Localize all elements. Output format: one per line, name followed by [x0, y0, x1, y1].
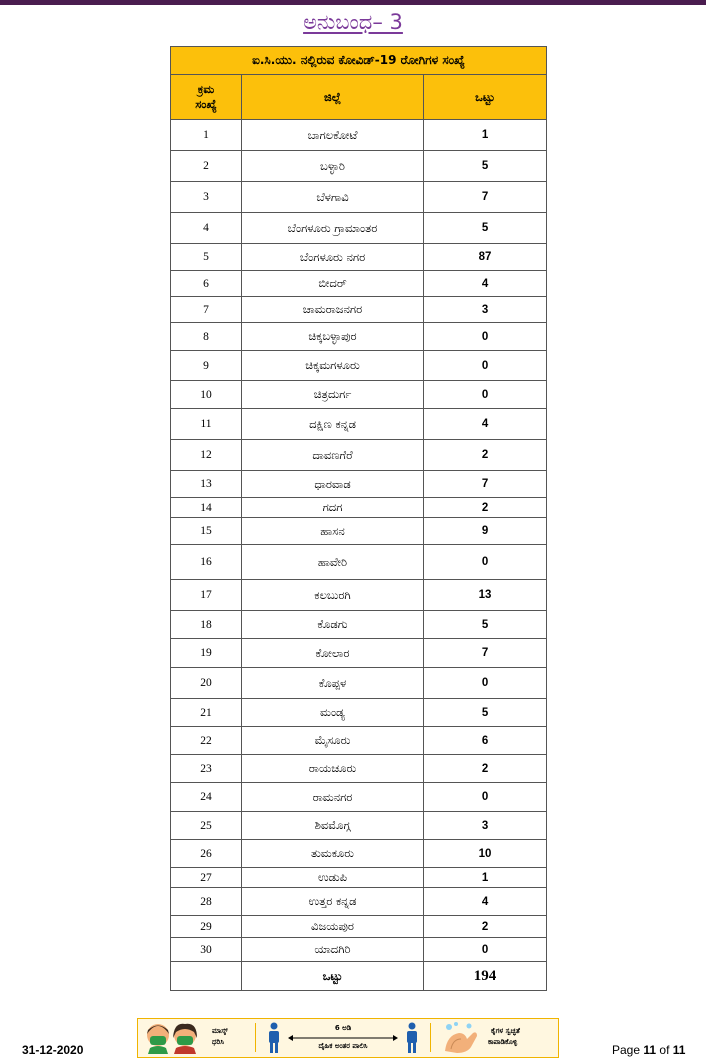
- count-cell: 0: [424, 545, 547, 580]
- count-cell: 2: [424, 498, 547, 518]
- total-blank: [171, 962, 242, 991]
- table-row: [171, 323, 547, 351]
- serial-cell: 8: [171, 323, 242, 351]
- count-cell: 7: [424, 639, 547, 668]
- mask-text-2: ಧರಿಸಿ: [212, 1038, 224, 1046]
- district-cell: ಹಾವೇರಿ: [242, 545, 424, 580]
- table-row: [171, 409, 547, 440]
- serial-cell: 18: [171, 611, 242, 639]
- count-cell: 9: [424, 518, 547, 545]
- table-row: [171, 668, 547, 699]
- district-cell: ಚಿಕ್ಕಬಳ್ಳಾಪುರ: [242, 323, 424, 351]
- serial-cell: 14: [171, 498, 242, 518]
- icu-covid-table: [170, 46, 547, 991]
- count-cell: 5: [424, 151, 547, 182]
- district-cell: ಕೋಲಾರ: [242, 639, 424, 668]
- district-cell: ಚಿತ್ರದುರ್ಗ: [242, 381, 424, 409]
- count-cell: 2: [424, 755, 547, 783]
- distance-arrow-icon: [288, 1035, 398, 1041]
- total-label: ಒಟ್ಟು: [242, 962, 424, 991]
- count-cell: 0: [424, 783, 547, 812]
- district-cell: ಬೀದರ್: [242, 271, 424, 297]
- count-cell: 0: [424, 351, 547, 381]
- count-cell: 4: [424, 271, 547, 297]
- hygiene-section: [433, 1019, 556, 1056]
- district-cell: ಚಿಕ್ಕಮಗಳೂರು: [242, 351, 424, 381]
- serial-cell: 21: [171, 699, 242, 727]
- table-row: [171, 868, 547, 888]
- serial-cell: 2: [171, 151, 242, 182]
- table-row: [171, 545, 547, 580]
- serial-cell: 25: [171, 812, 242, 840]
- serial-cell: 13: [171, 471, 242, 498]
- district-cell: ಗದಗ: [242, 498, 424, 518]
- serial-cell: 27: [171, 868, 242, 888]
- count-cell: 0: [424, 323, 547, 351]
- count-cell: 5: [424, 699, 547, 727]
- serial-cell: 12: [171, 440, 242, 471]
- header-serial-line2: ಸಂಖ್ಯೆ: [195, 97, 217, 111]
- district-cell: ಬಳ್ಳಾರಿ: [242, 151, 424, 182]
- table-row: [171, 727, 547, 755]
- hygiene-text-1: ಕೈಗಳ ಸ್ವಚ್ಛತೆ: [491, 1027, 520, 1035]
- serial-cell: 4: [171, 213, 242, 244]
- table-row: [171, 611, 547, 639]
- table-row: [171, 120, 547, 151]
- header-district: ಜಿಲ್ಲೆ: [242, 75, 424, 120]
- hygiene-text-2: ಕಾಪಾಡಿಕೊಳ್ಳಿ: [488, 1038, 518, 1046]
- district-cell: ಬಾಗಲಕೋಟೆ: [242, 120, 424, 151]
- count-cell: 1: [424, 120, 547, 151]
- distance-section: [258, 1019, 428, 1056]
- count-cell: 13: [424, 580, 547, 611]
- serial-cell: 30: [171, 938, 242, 962]
- serial-cell: 6: [171, 271, 242, 297]
- count-cell: 4: [424, 888, 547, 916]
- district-cell: ದಾವಣಗೆರೆ: [242, 440, 424, 471]
- table-body: [171, 120, 547, 962]
- district-cell: ಮೈಸೂರು: [242, 727, 424, 755]
- header-count: ಒಟ್ಟು: [424, 75, 547, 120]
- masked-faces-icon: [144, 1022, 202, 1054]
- serial-cell: 22: [171, 727, 242, 755]
- serial-cell: 29: [171, 916, 242, 938]
- serial-cell: 15: [171, 518, 242, 545]
- total-row: [171, 962, 547, 991]
- banner-divider: [255, 1023, 256, 1052]
- total-value: 194: [424, 962, 547, 991]
- count-cell: 7: [424, 471, 547, 498]
- serial-cell: 16: [171, 545, 242, 580]
- table-row: [171, 498, 547, 518]
- header-serial-line1: ಕ್ರಮ: [197, 82, 215, 96]
- table-row: [171, 916, 547, 938]
- serial-cell: 10: [171, 381, 242, 409]
- serial-cell: 1: [171, 120, 242, 151]
- serial-cell: 9: [171, 351, 242, 381]
- table-row: [171, 639, 547, 668]
- table-row: [171, 182, 547, 213]
- district-cell: ತುಮಕೂರು: [242, 840, 424, 868]
- table-row: [171, 271, 547, 297]
- district-cell: ಬೆಂಗಳೂರು ನಗರ: [242, 244, 424, 271]
- district-cell: ಉಡುಪಿ: [242, 868, 424, 888]
- table-row: [171, 440, 547, 471]
- serial-cell: 24: [171, 783, 242, 812]
- count-cell: 5: [424, 611, 547, 639]
- table-row: [171, 381, 547, 409]
- table-row: [171, 755, 547, 783]
- serial-cell: 11: [171, 409, 242, 440]
- count-cell: 10: [424, 840, 547, 868]
- table-row: [171, 471, 547, 498]
- banner-divider: [430, 1023, 431, 1052]
- table-caption: ಐ.ಸಿ.ಯು. ನಲ್ಲಿರುವ ಕೋವಿಡ್-19 ರೋಗಿಗಳ ಸಂಖ್ಯೆ: [171, 47, 547, 75]
- footer-page-number: [612, 1043, 685, 1057]
- district-cell: ರಾಯಚೂರು: [242, 755, 424, 783]
- count-cell: 3: [424, 812, 547, 840]
- serial-cell: 19: [171, 639, 242, 668]
- mask-text-1: ಮಾಸ್ಕ್: [212, 1027, 228, 1035]
- district-cell: ಹಾಸನ: [242, 518, 424, 545]
- district-cell: ಬೆಳಗಾವಿ: [242, 182, 424, 213]
- serial-cell: 28: [171, 888, 242, 916]
- table-row: [171, 518, 547, 545]
- person-right-icon: [404, 1022, 420, 1054]
- table-row: [171, 938, 547, 962]
- table-row: [171, 351, 547, 381]
- table-row: [171, 297, 547, 323]
- table-row: [171, 244, 547, 271]
- serial-cell: 26: [171, 840, 242, 868]
- table-row: [171, 699, 547, 727]
- table-header-row: [171, 75, 547, 120]
- header-serial: [171, 75, 242, 120]
- count-cell: 3: [424, 297, 547, 323]
- count-cell: 4: [424, 409, 547, 440]
- mask-section: [140, 1019, 252, 1056]
- count-cell: 5: [424, 213, 547, 244]
- count-cell: 6: [424, 727, 547, 755]
- count-cell: 1: [424, 868, 547, 888]
- top-border: [0, 0, 706, 5]
- footer-page-total: 11: [672, 1043, 686, 1057]
- serial-cell: 3: [171, 182, 242, 213]
- district-cell: ಧಾರವಾಡ: [242, 471, 424, 498]
- distance-value: 6 ಅಡಿ: [334, 1024, 352, 1032]
- serial-cell: 17: [171, 580, 242, 611]
- count-cell: 87: [424, 244, 547, 271]
- serial-cell: 20: [171, 668, 242, 699]
- table-row: [171, 783, 547, 812]
- district-cell: ರಾಮನಗರ: [242, 783, 424, 812]
- footer-date: 31-12-2020: [22, 1043, 84, 1057]
- serial-cell: 5: [171, 244, 242, 271]
- hand-wash-icon: [441, 1021, 481, 1054]
- count-cell: 0: [424, 668, 547, 699]
- district-cell: ಯಾದಗಿರಿ: [242, 938, 424, 962]
- district-cell: ಕೊಡಗು: [242, 611, 424, 639]
- district-cell: ಶಿವಮೊಗ್ಗ: [242, 812, 424, 840]
- serial-cell: 23: [171, 755, 242, 783]
- page-title: ಅನುಬಂಧ– 3: [303, 10, 403, 34]
- table-row: [171, 888, 547, 916]
- safety-banner: [137, 1018, 559, 1058]
- district-cell: ಬೆಂಗಳೂರು ಗ್ರಾಮಾಂತರ: [242, 213, 424, 244]
- footer-page-current: 11: [643, 1043, 657, 1057]
- table-row: [171, 213, 547, 244]
- count-cell: 2: [424, 440, 547, 471]
- footer-page-prefix: Page: [612, 1043, 641, 1057]
- district-cell: ಉತ್ತರ ಕನ್ನಡ: [242, 888, 424, 916]
- table-row: [171, 840, 547, 868]
- district-cell: ಕಲಬುರಗಿ: [242, 580, 424, 611]
- count-cell: 0: [424, 938, 547, 962]
- district-cell: ಕೊಪ್ಪಳ: [242, 668, 424, 699]
- table-caption-row: [171, 47, 547, 75]
- district-cell: ಚಾಮರಾಜನಗರ: [242, 297, 424, 323]
- district-cell: ವಿಜಯಪುರ: [242, 916, 424, 938]
- table-row: [171, 580, 547, 611]
- serial-cell: 7: [171, 297, 242, 323]
- table-row: [171, 151, 547, 182]
- distance-text: ದೈಹಿಕ ಅಂತರ ಪಾಲಿಸಿ: [318, 1042, 368, 1050]
- district-cell: ದಕ್ಷಿಣ ಕನ್ನಡ: [242, 409, 424, 440]
- district-cell: ಮಂಡ್ಯ: [242, 699, 424, 727]
- table-row: [171, 812, 547, 840]
- count-cell: 7: [424, 182, 547, 213]
- count-cell: 2: [424, 916, 547, 938]
- footer-page-middle: of: [659, 1043, 670, 1057]
- count-cell: 0: [424, 381, 547, 409]
